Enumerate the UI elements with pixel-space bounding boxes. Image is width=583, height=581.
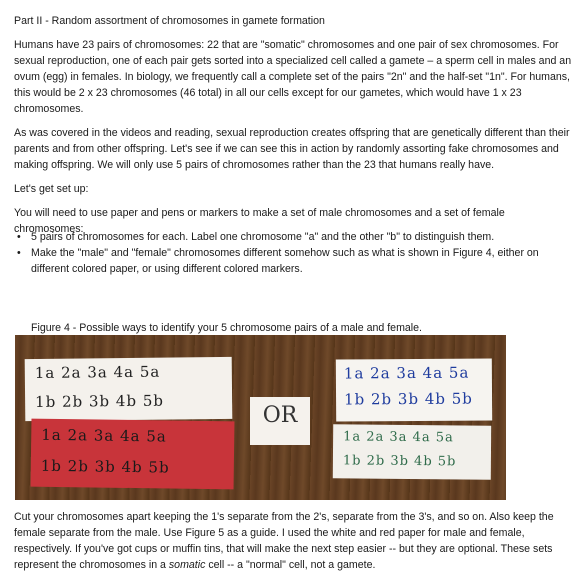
paragraph-cut-chromosomes — [14, 509, 572, 573]
closing-text-end: cell -- a "normal" cell, not a gamete. — [205, 559, 376, 571]
red-card-black-ink — [31, 419, 235, 490]
closing-text-start: Cut your chromosomes apart keeping the 1's separate from the 2's, separate from the 3's, and so on. Also keep the female separate from the male. Use Figure 5 as a guide. I used the white and red paper for male and female, respectively. If you've got cups or muffin tins, that will make the next step easier -- but they are optional. These sets represent the chromosomes in a — [14, 511, 554, 571]
card-row-b: 1b 2b 3b 4b 5b — [35, 391, 165, 411]
closing-italic-word: somatic — [168, 559, 206, 571]
card-row-b: 1b 2b 3b 4b 5b — [40, 456, 170, 477]
list-item: • Make the "male" and "female" chromosomes different somehow such as what is shown in Figure 4, either on different colored paper, or using different colored markers. — [14, 245, 559, 277]
card-row-a: 1a 2a 3a 4a 5a — [41, 425, 167, 446]
white-card-green-ink — [333, 424, 491, 479]
paragraph-chromosomes-intro: Humans have 23 pairs of chromosomes: 22 that are "somatic" chromosomes and one pair of sex chromosomes. For sexual reproduction, one of each pair gets sorted into a specialized cell called a gamete – a sperm cell in males and an ovum (egg) in females. In biology, we frequently call a complete set of the pairs "2n" and the half-set "1n". For humans, this would be 2 x 23 chromosomes (46 total) in all our cells except for our gametes, which would have 1 x 23 chromosomes. — [14, 39, 572, 115]
or-label: OR — [262, 403, 298, 428]
card-row-a: 1a 2a 3a 4a 5a — [34, 362, 161, 382]
white-card-black-ink — [25, 357, 233, 421]
figure-caption: Figure 4 - Possible ways to identify your 5 chromosome pairs of a male and female. — [31, 321, 422, 334]
section-heading: Part II - Random assortment of chromosomes in gamete formation — [14, 15, 325, 27]
list-item: • 5 pairs of chromosomes for each. Label one chromosome "a" and the other "b" to distinguish them. — [14, 229, 559, 245]
instruction-list — [14, 229, 559, 277]
paragraph-materials: You will need to use paper and pens or markers to make a set of male chromosomes and a set of female chromosomes: — [14, 207, 505, 235]
white-card-blue-ink — [336, 358, 492, 421]
paragraph-get-set-up: Let's get set up: — [14, 183, 89, 195]
paragraph-sexual-reproduction: As was covered in the videos and reading, sexual reproduction creates offspring that are genetically different than their parents and from other offspring. Let's see if we can see this in action by randomly assorting fake chromosomes and making offspring. We will only use 5 pairs of chromosomes rather than the 23 that humans really have. — [14, 127, 570, 171]
or-card — [250, 397, 310, 445]
card-row-a: 1a 2a 3a 4a 5a — [343, 429, 454, 446]
card-row-b: 1b 2b 3b 4b 5b — [344, 389, 473, 409]
card-row-b: 1b 2b 3b 4b 5b — [342, 453, 457, 470]
card-row-a: 1a 2a 3a 4a 5a — [343, 363, 470, 383]
chromosome-cards-photo — [15, 335, 506, 500]
